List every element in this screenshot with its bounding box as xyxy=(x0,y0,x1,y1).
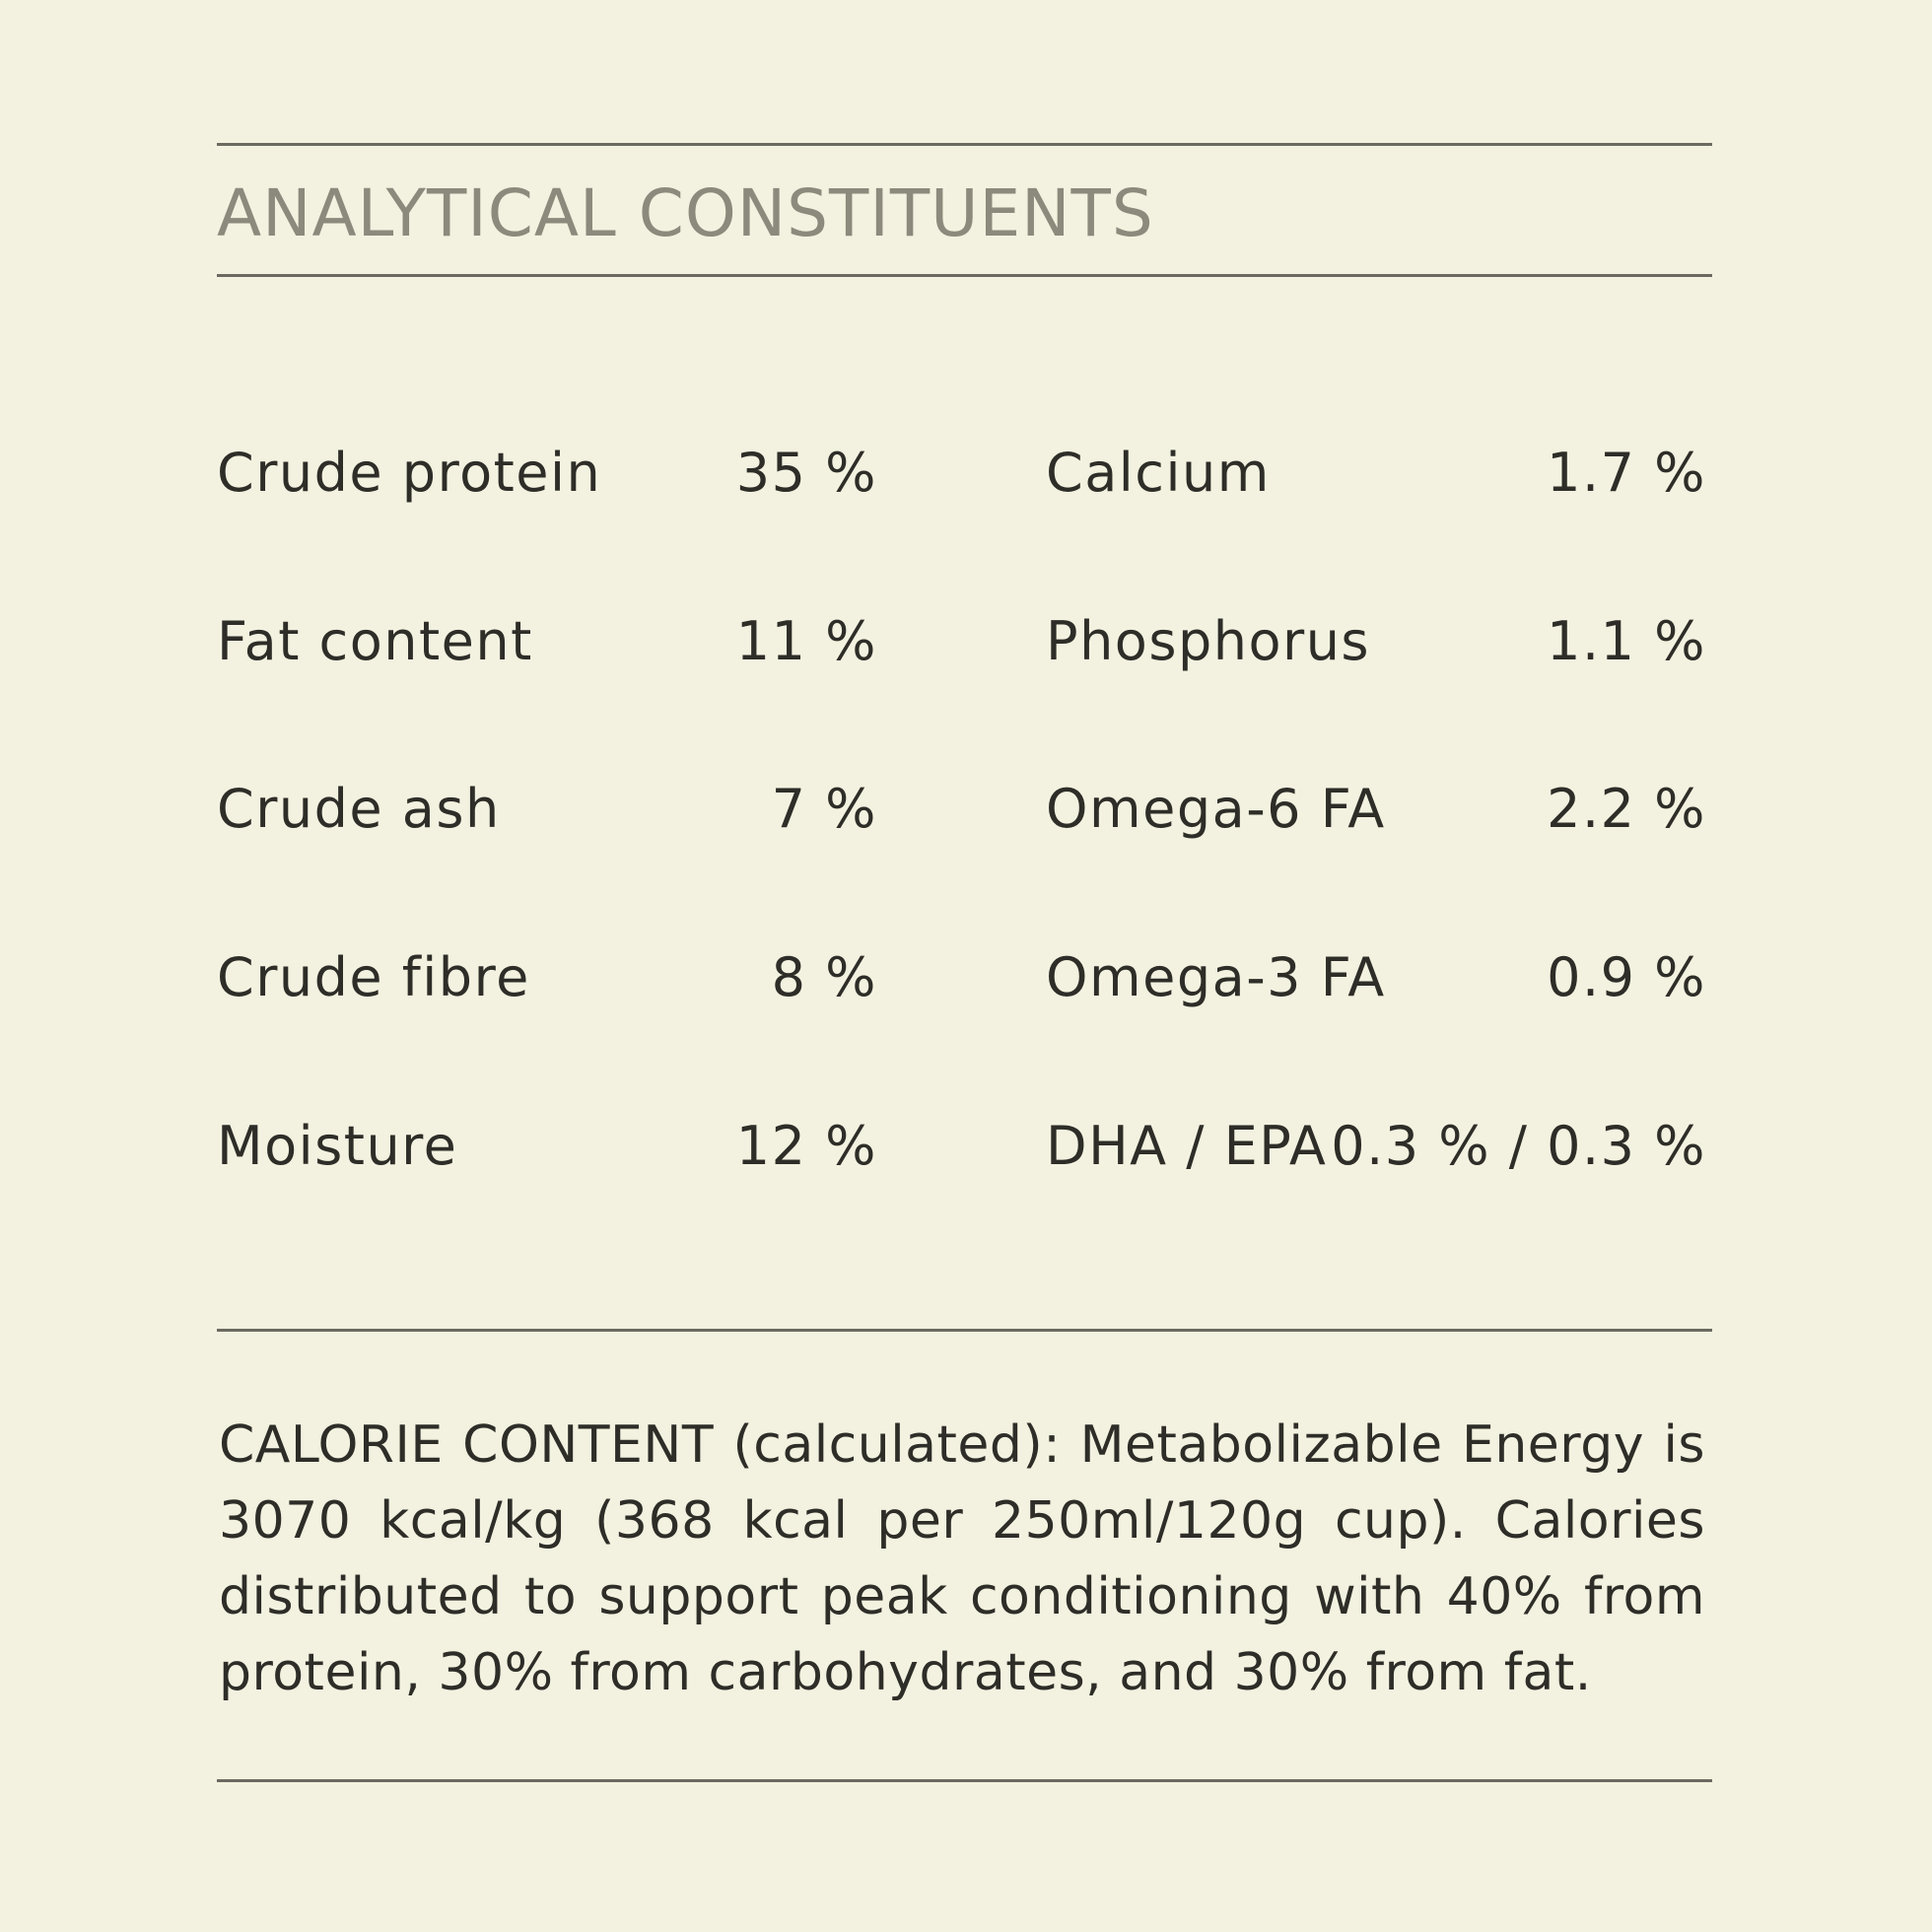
calorie-content-text: CALORIE CONTENT (calculated): Metabolizable Energy is 3070 kcal/kg (368 kcal per 250ml/120g cup). Calories distributed to support peak conditioning with 40% from protein, 30% from carbohydrates, and 30% from fat. xyxy=(219,1415,1705,1702)
constituent-row xyxy=(1046,775,1706,844)
constituent-row xyxy=(217,439,877,508)
constituent-label: Moisture xyxy=(217,1115,458,1177)
constituent-label: Calcium xyxy=(1046,442,1271,504)
section-title: ANALYTICAL CONSTITUENTS xyxy=(217,175,1154,251)
constituent-label: Crude ash xyxy=(217,778,501,840)
constituent-row xyxy=(1046,943,1706,1012)
constituent-label: DHA / EPA xyxy=(1046,1115,1328,1177)
constituent-value: 0.3 % / 0.3 % xyxy=(1331,1115,1706,1177)
constituent-label: Phosphorus xyxy=(1046,610,1371,672)
top-divider xyxy=(217,143,1712,146)
constituent-row xyxy=(1046,1112,1706,1181)
constituent-label: Omega-6 FA xyxy=(1046,778,1386,840)
calorie-top-divider xyxy=(217,1329,1712,1332)
constituent-value: 0.9 % xyxy=(1547,946,1706,1008)
constituent-label: Crude protein xyxy=(217,442,602,504)
constituent-value: 1.1 % xyxy=(1547,610,1706,672)
constituent-value: 1.7 % xyxy=(1547,442,1706,504)
constituent-value: 11 % xyxy=(735,610,877,672)
constituent-label: Fat content xyxy=(217,610,533,672)
constituent-value: 2.2 % xyxy=(1547,778,1706,840)
constituent-label: Omega-3 FA xyxy=(1046,946,1386,1008)
constituent-value: 12 % xyxy=(735,1115,877,1177)
constituent-row xyxy=(217,943,877,1012)
constituent-value: 7 % xyxy=(771,778,877,840)
constituent-row xyxy=(1046,439,1706,508)
title-divider xyxy=(217,274,1712,277)
constituent-row xyxy=(217,1112,877,1181)
constituent-value: 35 % xyxy=(735,442,877,504)
constituent-row xyxy=(217,607,877,676)
constituent-row xyxy=(1046,607,1706,676)
constituent-label: Crude fibre xyxy=(217,946,530,1008)
bottom-divider xyxy=(217,1779,1712,1782)
constituent-value: 8 % xyxy=(771,946,877,1008)
constituent-row xyxy=(217,775,877,844)
